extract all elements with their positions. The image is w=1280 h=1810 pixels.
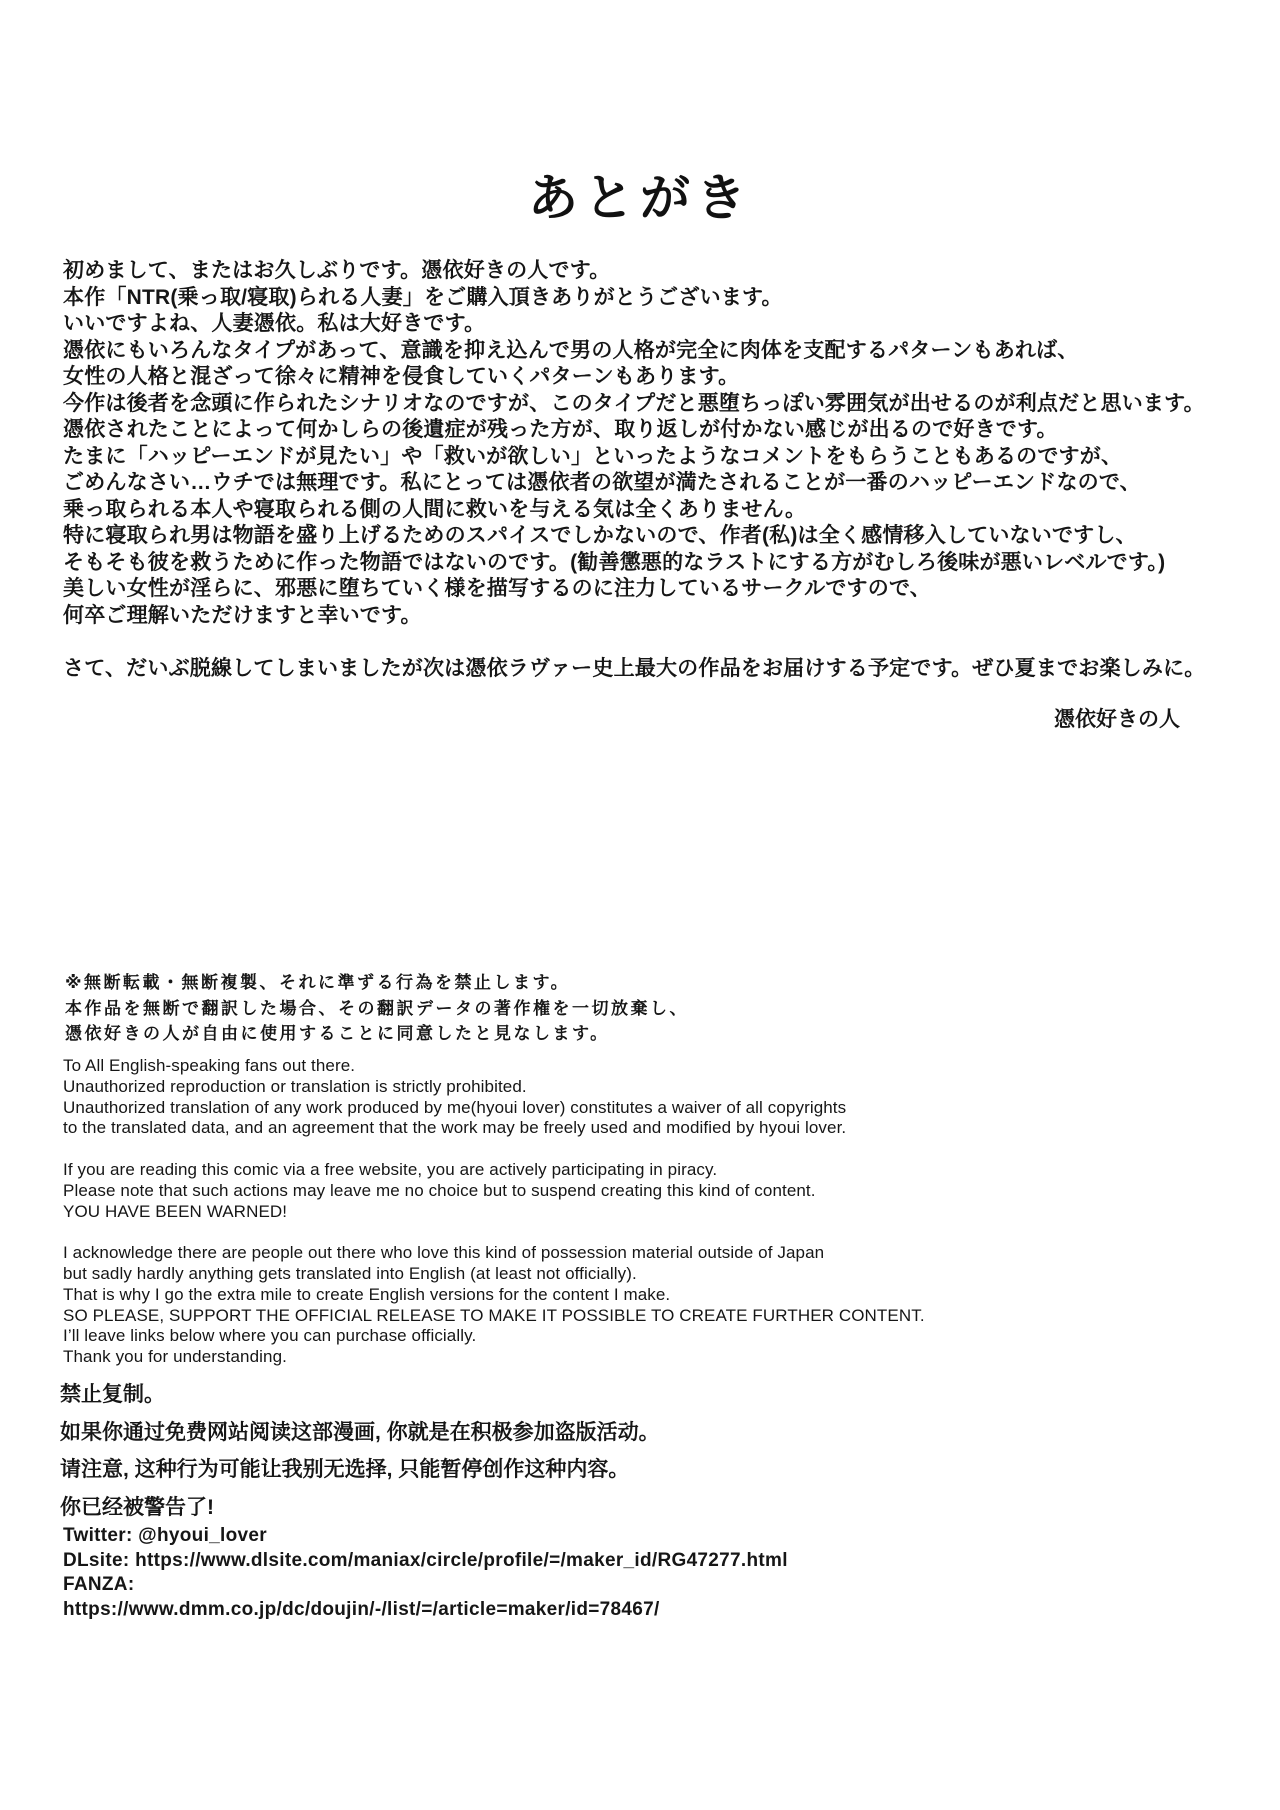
text-line: たまに「ハッピーエンドが見たい」や「救いが欲しい」といったようなコメントをもらうこともあるのですが、: [63, 444, 1123, 468]
chinese-copyright-notice: [60, 1376, 660, 1526]
text-line: 何卒ご理解いただけますと幸いです。: [63, 603, 422, 627]
text-line: 美しい女性が淫らに、邪悪に堕ちていく様を描写するのに注力しているサークルですので、: [63, 577, 931, 600]
text-line: 今作は後者を念頭に作られたシナリオなのですが、このタイプだと悪堕ちっぽい雰囲気が出せるのが利点だと思います。: [63, 391, 1205, 415]
text-line: [63, 1139, 925, 1160]
text-line: to the translated data, and an agreement that the work may be freely used and modified by hyoui lover.: [63, 1118, 847, 1138]
text-line: ※無断転載・無断複製、それに準ずる行為を禁止します。: [65, 973, 571, 992]
text-line: DLsite: https://www.dlsite.com/maniax/circle/profile/=/maker_id/RG47277.html: [63, 1549, 788, 1571]
official-store-links: [63, 1524, 788, 1622]
text-line: Please note that such actions may leave me no choice but to suspend creating this kind of content.: [63, 1180, 816, 1200]
page-title: あとがき: [528, 168, 752, 227]
text-line: If you are reading this comic via a free website, you are actively participating in piracy.: [63, 1159, 718, 1179]
text-line: 乗っ取られる本人や寝取られる側の人間に救いを与える気は全くありません。: [63, 497, 807, 521]
text-line: 禁止复制。: [60, 1383, 165, 1406]
text-line: [63, 1222, 925, 1243]
author-signature: 憑依好きの人: [1054, 708, 1180, 731]
text-line: Twitter: @hyoui_lover: [63, 1525, 267, 1546]
text-line: 憑依にもいろんなタイプがあって、意識を抑え込んで男の人格が完全に肉体を支配するパターンもあれば、: [63, 338, 1079, 362]
text-line: そもそも彼を救うために作った物語ではないのです。(勧善懲悪的なラストにする方がむしろ後味が悪いレベルです。): [63, 550, 1166, 574]
text-line: YOU HAVE BEEN WARNED!: [63, 1201, 288, 1221]
text-line: 憑依好きの人が自由に使用することに同意したと見なします。: [65, 1024, 610, 1043]
text-line: FANZA:: [63, 1574, 135, 1595]
text-line: Unauthorized translation of any work produced by me(hyoui lover) constitutes a waiver of all copyrights: [63, 1097, 847, 1117]
text-line: I acknowledge there are people out there who love this kind of possession material outside of Japan: [63, 1243, 825, 1263]
text-line: 你已经被警告了!: [60, 1495, 214, 1519]
english-copyright-notice: [63, 1056, 925, 1368]
text-line: but sadly hardly anything gets translated into English (at least not officially).: [63, 1263, 637, 1283]
text-line: 本作「NTR(乗っ取/寝取)られる人妻」をご購入頂きありがとうございます。: [63, 285, 783, 309]
text-line: いいですよね、人妻憑依。私は大好きです。: [63, 312, 486, 335]
japanese-copyright-notice: [65, 970, 689, 1047]
text-line: Thank you for understanding.: [63, 1347, 287, 1367]
text-line: 女性の人格と混ざって徐々に精神を侵食していくパターンもあります。: [63, 365, 740, 388]
text-line: Unauthorized reproduction or translation is strictly prohibited.: [63, 1076, 527, 1096]
text-line: 初めまして、またはお久しぶりです。憑依好きの人です。: [63, 259, 611, 282]
text-line: 请注意, 这种行为可能让我别无选择, 只能暂停创作这种内容。: [60, 1458, 630, 1481]
text-line: 特に寝取られ男は物語を盛り上げるためのスパイスでしかないので、作者(私)は全く感情移入していないですし、: [63, 524, 1137, 547]
text-line: 本作品を無断で翻訳した場合、その翻訳データの著作権を一切放棄し、: [65, 998, 689, 1018]
afterword-body-text: [63, 258, 1206, 682]
text-line: 如果你通过免费网站阅读这部漫画, 你就是在积极参加盗版活动。: [60, 1420, 660, 1444]
text-line: 憑依されたことによって何かしらの後遺症が残った方が、取り返しが付かない感じが出るので好きです。: [63, 418, 1058, 441]
text-line: To All English-speaking fans out there.: [63, 1056, 356, 1075]
text-line: さて、だいぶ脱線してしまいましたが次は憑依ラヴァー史上最大の作品をお届けする予定です。ぜひ夏までお楽しみに。: [63, 656, 1206, 680]
text-line: I’ll leave links below where you can purchase officially.: [63, 1326, 477, 1346]
text-line: SO PLEASE, SUPPORT THE OFFICIAL RELEASE TO MAKE IT POSSIBLE TO CREATE FURTHER CONTENT.: [63, 1305, 925, 1325]
text-line: ごめんなさい…ウチでは無理です。私にとっては憑依者の欲望が満たされることが一番のハッピーエンドなので、: [63, 471, 1141, 494]
text-line: https://www.dmm.co.jp/dc/doujin/-/list/=/article=maker/id=78467/: [63, 1598, 660, 1620]
text-line: That is why I go the extra mile to create English versions for the content I make.: [63, 1284, 671, 1304]
text-line: [63, 629, 1206, 656]
